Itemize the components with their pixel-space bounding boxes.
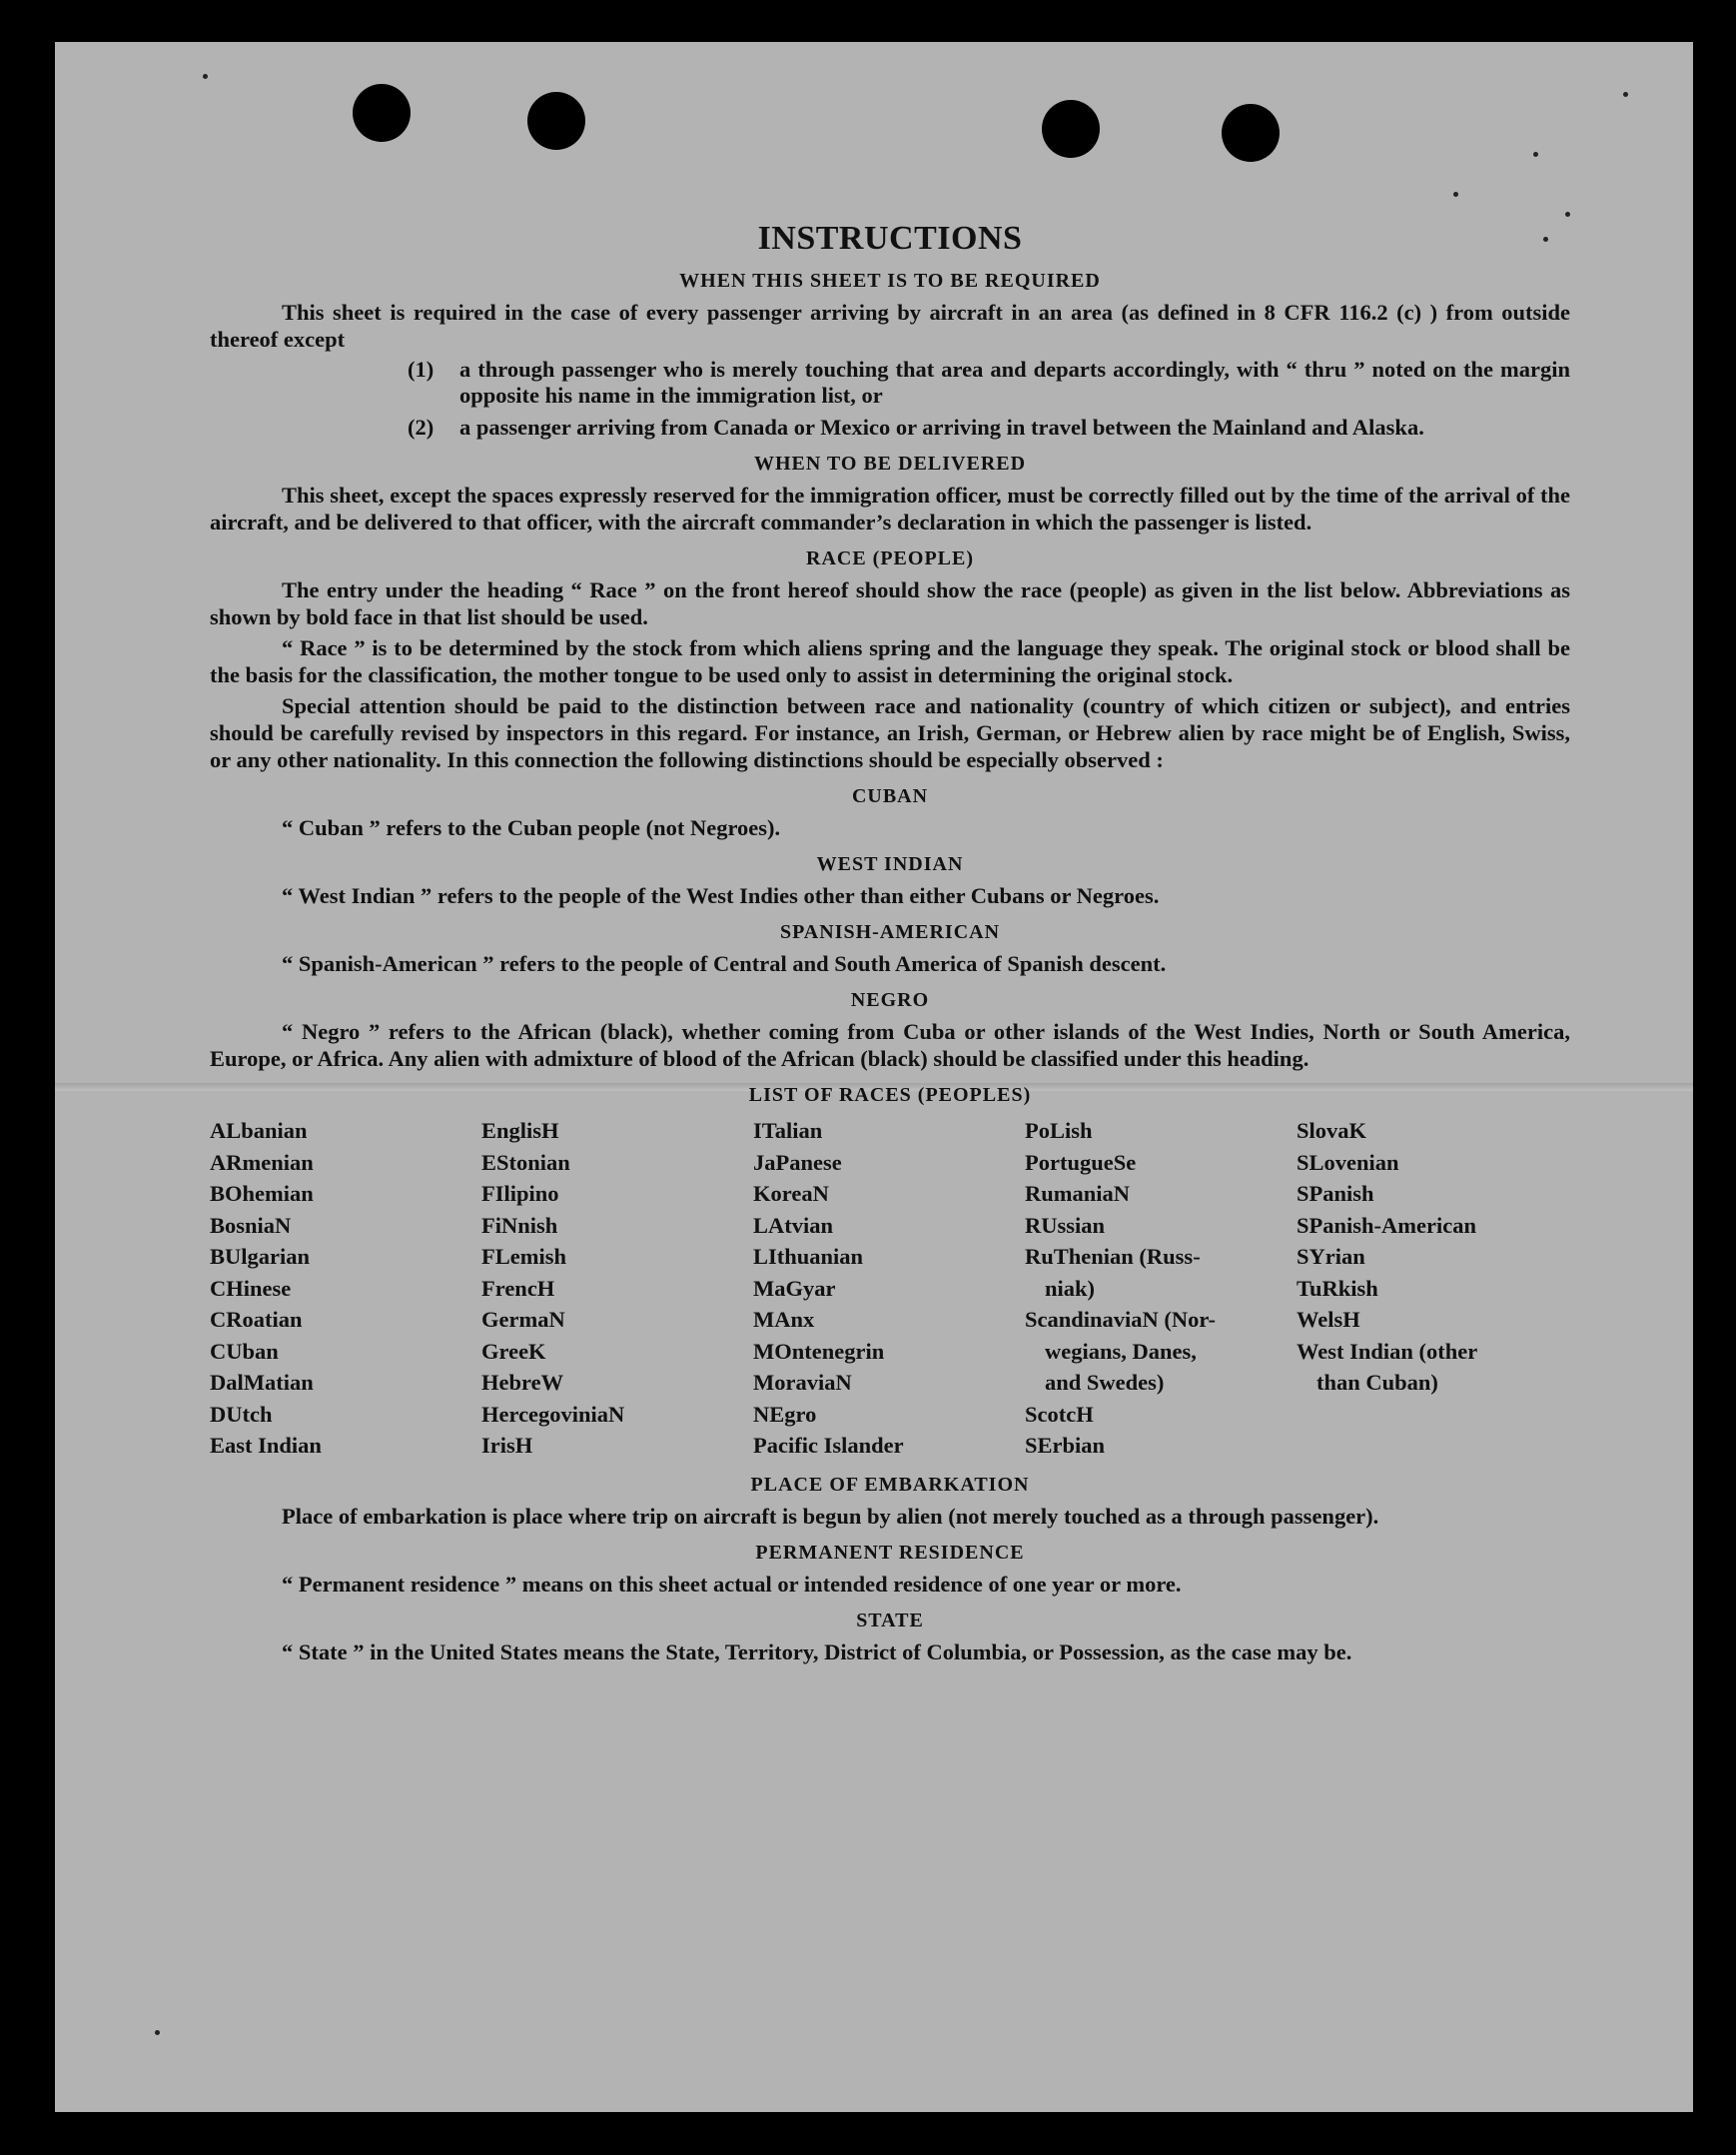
section-heading: NEGRO <box>850 989 930 1011</box>
section-heading: SPANISH-AMERICAN <box>779 921 1001 943</box>
race-entry: PortugueSe <box>1025 1149 1137 1175</box>
numbered-item <box>210 357 1570 409</box>
race-entry: ScandinaviaN (Nor- <box>1025 1307 1217 1332</box>
paragraph: “ State ” in the United States means the State, Territory, District of Columbia, or Possession, as the case may be. <box>282 1638 1352 1664</box>
paragraph: “ West Indian ” refers to the people of the West Indies other than either Cubans or Negroes. <box>282 883 1160 908</box>
race-entry: West Indian (other <box>1297 1338 1478 1364</box>
race-entry: BosniaN <box>210 1212 292 1238</box>
race-entry: HercegoviniaN <box>481 1401 625 1427</box>
paragraph: “ Negro ” refers to the African (black), whether coming from Cuba or other islands of the West Indies, North or South America, Europe, or Africa. Any alien with admixture of blood of the African (black) should be classified under this heading. <box>210 1019 1570 1071</box>
race-entry: SLovenian <box>1297 1149 1399 1175</box>
punch-hole <box>1222 104 1280 162</box>
item-number: (2) <box>408 415 434 440</box>
race-entry: EStonian <box>481 1149 570 1175</box>
race-entry: ALbanian <box>210 1118 308 1143</box>
race-column <box>753 1115 1025 1462</box>
item-text: a through passenger who is merely touching that area and departs accordingly, with “ thru ” noted on the margin opposite his name in the immigration list, or <box>459 357 1570 408</box>
paragraph: “ Permanent residence ” means on this sheet actual or intended residence of one year or more. <box>282 1571 1182 1597</box>
race-entry: CUban <box>210 1338 279 1364</box>
race-entry: BUlgarian <box>210 1244 311 1269</box>
section-heading: WEST INDIAN <box>816 853 964 875</box>
race-entry: ScotcH <box>1025 1401 1094 1427</box>
race-entry: DalMatian <box>210 1370 314 1395</box>
race-column <box>1025 1115 1297 1462</box>
race-entry: MOntenegrin <box>753 1338 885 1364</box>
race-column <box>481 1115 753 1462</box>
race-entry: EnglisH <box>481 1118 559 1143</box>
race-entry: KoreaN <box>753 1181 829 1206</box>
race-entry: MaGyar <box>753 1275 836 1301</box>
section-heading: STATE <box>856 1609 924 1631</box>
punch-hole <box>1042 100 1100 158</box>
section-heading: WHEN THIS SHEET IS TO BE REQUIRED <box>679 270 1101 292</box>
race-entry: Pacific Islander <box>753 1433 904 1458</box>
speck <box>203 74 208 79</box>
race-entry: SYrian <box>1297 1244 1365 1269</box>
race-entry: MAnx <box>753 1307 815 1332</box>
race-entry: FiNnish <box>481 1212 558 1238</box>
race-entry: SPanish <box>1297 1181 1374 1206</box>
race-entry: niak) <box>1045 1275 1096 1301</box>
section-heading: PLACE OF EMBARKATION <box>750 1473 1030 1496</box>
race-entry: ITalian <box>753 1118 823 1143</box>
section-heading: CUBAN <box>851 785 929 807</box>
race-entry: LAtvian <box>753 1212 834 1238</box>
paragraph: This sheet, except the spaces expressly reserved for the immigration officer, must be correctly filled out by the time of the arrival of the aircraft, and be delivered to that officer, with the aircraft commander’s declaration in which the passenger is listed. <box>210 483 1570 535</box>
instructions-content <box>210 180 1570 1669</box>
race-entry: TuRkish <box>1297 1275 1378 1301</box>
race-entry: RumaniaN <box>1025 1181 1131 1206</box>
punch-hole <box>527 92 585 150</box>
paragraph: “ Race ” is to be determined by the stock from which aliens spring and the language they speak. The original stock or blood shall be the basis for the classification, the mother tongue to be used only to assist in determining the original stock. <box>210 635 1570 687</box>
race-entry: GermaN <box>481 1307 565 1332</box>
section-heading: PERMANENT RESIDENCE <box>755 1541 1025 1564</box>
race-column <box>1297 1115 1568 1462</box>
race-entry: wegians, Danes, <box>1045 1338 1197 1364</box>
race-entry: IrisH <box>481 1433 533 1458</box>
race-entry: FLemish <box>481 1244 567 1269</box>
section-heading: RACE (PEOPLE) <box>806 547 974 569</box>
race-entry: SlovaK <box>1297 1118 1367 1143</box>
race-entry: than Cuban) <box>1316 1370 1438 1395</box>
paragraph: “ Spanish-American ” refers to the people of Central and South America of Spanish descent. <box>282 951 1167 976</box>
race-entry: SPanish-American <box>1297 1212 1476 1238</box>
punch-hole <box>353 84 411 142</box>
race-entry: NEgro <box>753 1401 817 1427</box>
race-entry: FIlipino <box>481 1181 559 1206</box>
race-entry: ARmenian <box>210 1149 314 1175</box>
speck <box>1533 152 1538 157</box>
race-entry: CHinese <box>210 1275 292 1301</box>
paragraph: Special attention should be paid to the distinction between race and nationality (country of which citizen or subject), and entries should be carefully revised by inspectors in this regard. For instance, an Irish, German, or Hebrew alien by race might be of English, Swiss, or any other nationality. In this connection the following distinctions should be especially observed : <box>210 693 1570 772</box>
race-entry: GreeK <box>481 1338 546 1364</box>
race-entry: WelsH <box>1297 1307 1360 1332</box>
paragraph: Place of embarkation is place where trip on aircraft is begun by alien (not merely touched as a through passenger). <box>282 1503 1379 1529</box>
document-sheet <box>55 42 1693 2112</box>
race-entry: CRoatian <box>210 1307 303 1332</box>
race-entry: SErbian <box>1025 1433 1106 1458</box>
race-entry: BOhemian <box>210 1181 314 1206</box>
section-heading: LIST OF RACES (PEOPLES) <box>748 1084 1032 1106</box>
speck <box>155 2030 160 2035</box>
race-list <box>210 1115 1570 1462</box>
race-entry: FrencH <box>481 1275 555 1301</box>
paragraph: The entry under the heading “ Race ” on the front hereof should show the race (people) as given in the list below. Abbreviations as shown by bold face in that list should be used. <box>210 577 1570 629</box>
item-text: a passenger arriving from Canada or Mexico or arriving in travel between the Mainland and Alaska. <box>459 415 1424 440</box>
speck <box>1623 92 1628 97</box>
race-entry: MoraviaN <box>753 1370 852 1395</box>
race-entry: LIthuanian <box>753 1244 864 1269</box>
race-entry: East Indian <box>210 1433 322 1458</box>
page-title: INSTRUCTIONS <box>757 220 1023 257</box>
race-entry: JaPanese <box>753 1149 842 1175</box>
race-entry: PoLish <box>1025 1118 1093 1143</box>
numbered-item <box>210 415 1570 441</box>
section-heading: WHEN TO BE DELIVERED <box>753 453 1027 475</box>
item-number: (1) <box>408 357 434 382</box>
paragraph: This sheet is required in the case of every passenger arriving by aircraft in an area (as defined in 8 CFR 116.2 (c) ) from outside thereof except <box>210 300 1570 352</box>
race-entry: DUtch <box>210 1401 273 1427</box>
race-entry: RuThenian (Russ- <box>1025 1244 1201 1269</box>
paragraph: “ Cuban ” refers to the Cuban people (not Negroes). <box>282 815 781 840</box>
race-entry: HebreW <box>481 1370 564 1395</box>
race-entry: and Swedes) <box>1045 1370 1165 1395</box>
race-column <box>210 1115 481 1462</box>
race-entry: RUssian <box>1025 1212 1106 1238</box>
